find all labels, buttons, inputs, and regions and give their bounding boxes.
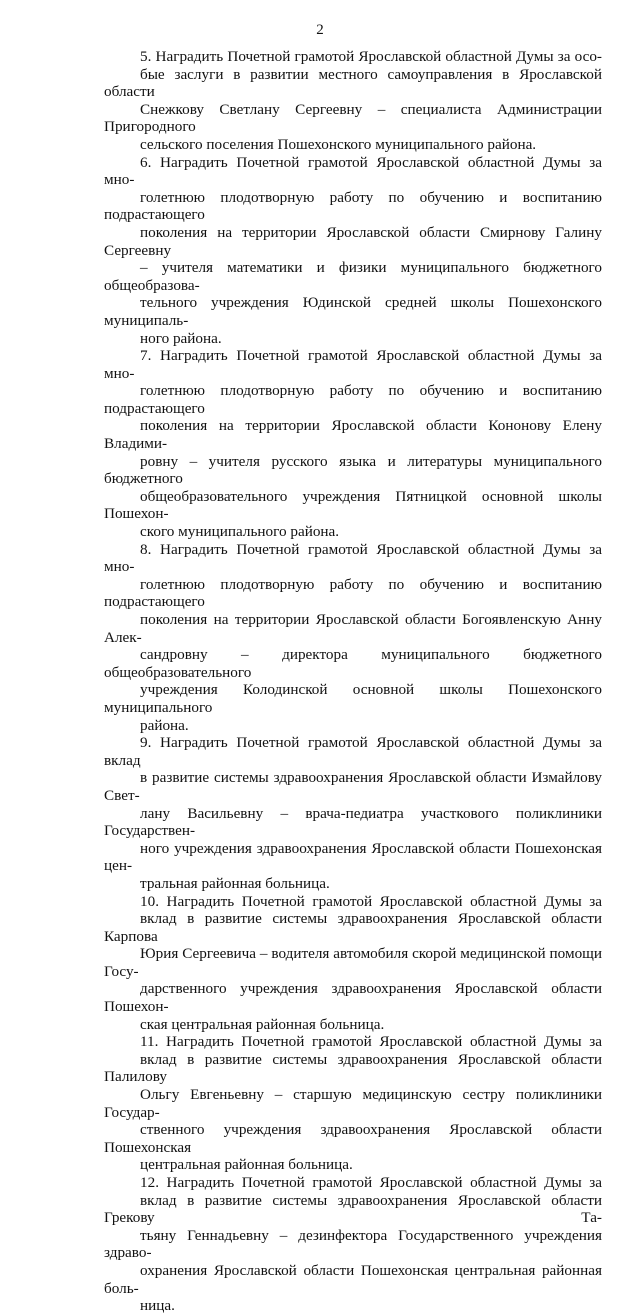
paragraph-line: 8. Наградить Почетной грамотой Ярославской областной Думы за мно- — [104, 540, 602, 576]
paragraph-line: Снежкову Светлану Сергеевну – специалиста Администрации Пригородного — [104, 100, 602, 136]
paragraph-line: вклад в развитие системы здравоохранения Ярославской области Карпова — [104, 910, 602, 945]
paragraph-line: поколения на территории Ярославской области Кононову Елену Владими- — [104, 417, 602, 453]
paragraph-line: тральная районная больница. — [140, 874, 330, 892]
paragraph-line: поколения на территории Ярославской области Смирнову Галину Сергеевну — [104, 223, 602, 259]
award-paragraph — [104, 48, 602, 154]
page-number: 2 — [316, 22, 324, 38]
paragraph-line: – учителя математики и физики муниципального бюджетного общеобразова- — [104, 259, 602, 294]
paragraph-line: учреждения Колодинской основной школы Пошехонского муниципального — [104, 681, 602, 716]
paragraph-line: ского муниципального района. — [140, 523, 340, 541]
paragraph-line: ница. — [140, 1297, 175, 1315]
award-paragraph — [104, 347, 602, 541]
paragraph-line: ровну – учителя русского языка и литературы муниципального бюджетного — [104, 452, 602, 488]
paragraph-line: центральная районная больница. — [140, 1156, 353, 1174]
paragraph-line: вклад в развитие системы здравоохранения Ярославской области Палилову — [104, 1050, 602, 1086]
paragraph-line: ственного учреждения здравоохранения Ярославской области Пошехонская — [104, 1121, 602, 1156]
paragraph-line: 9. Наградить Почетной грамотой Ярославской областной Думы за вклад — [104, 734, 602, 769]
paragraph-line: Юрия Сергеевича – водителя автомобиля скорой медицинской помощи Госу- — [104, 945, 602, 980]
paragraph-line: тьяну Геннадьевну – дезинфектора Государственного учреждения здраво- — [104, 1226, 602, 1262]
paragraph-line: вклад в развитие системы здравоохранения Ярославской области Грекову Та- — [104, 1191, 602, 1227]
paragraph-line: 10. Наградить Почетной грамотой Ярославской областной Думы за — [140, 892, 602, 910]
paragraph-line: района. — [140, 716, 189, 734]
award-paragraph — [104, 154, 602, 348]
paragraph-line: общеобразовательного учреждения Пятницкой основной школы Пошехон- — [104, 487, 602, 523]
paragraph-line: голетнюю плодотворную работу по обучению и воспитанию подрастающего — [104, 188, 602, 224]
paragraph-line: голетнюю плодотворную работу по обучению и воспитанию подрастающего — [104, 575, 602, 611]
paragraph-line: лану Васильевну – врача-педиатра участкового поликлиники Государствен- — [104, 804, 602, 840]
paragraph-line: в развитие системы здравоохранения Ярославской области Измайлову Свет- — [104, 769, 602, 804]
paragraph-line: тельного учреждения Юдинской средней школы Пошехонского муниципаль- — [104, 294, 602, 329]
paragraph-line: 11. Наградить Почетной грамотой Ярославской областной Думы за — [140, 1033, 602, 1051]
document-body — [104, 48, 602, 1315]
paragraph-line: ного учреждения здравоохранения Ярославской области Пошехонская цен- — [104, 839, 602, 875]
award-paragraph — [104, 893, 602, 1034]
award-paragraph — [104, 541, 602, 735]
paragraph-line: охранения Ярославской области Пошехонская центральная районная боль- — [104, 1261, 602, 1297]
award-paragraph — [104, 1033, 602, 1174]
paragraph-line: сельского поселения Пошехонского муниципального района. — [140, 135, 537, 153]
paragraph-line: 12. Наградить Почетной грамотой Ярославской областной Думы за — [140, 1174, 602, 1191]
paragraph-line: Ольгу Евгеньевну – старшую медицинскую сестру поликлиники Государ- — [104, 1086, 602, 1121]
paragraph-line: бые заслуги в развитии местного самоуправления в Ярославской области — [104, 65, 602, 101]
paragraph-line: дарственного учреждения здравоохранения Ярославской области Пошехон- — [104, 980, 602, 1016]
paragraph-line: 7. Наградить Почетной грамотой Ярославской областной Думы за мно- — [104, 347, 602, 382]
paragraph-line: 5. Наградить Почетной грамотой Ярославской областной Думы за осо- — [140, 48, 602, 65]
paragraph-line: ская центральная районная больница. — [140, 1015, 385, 1033]
paragraph-line: голетнюю плодотворную работу по обучению и воспитанию подрастающего — [104, 382, 602, 417]
award-paragraph — [104, 734, 602, 892]
paragraph-line: сандровну – директора муниципального бюджетного общеобразовательного — [104, 646, 602, 681]
paragraph-line: ного района. — [140, 329, 222, 347]
award-paragraph — [104, 1174, 602, 1315]
paragraph-line: 6. Наградить Почетной грамотой Ярославской областной Думы за мно- — [104, 153, 602, 189]
paragraph-line: поколения на территории Ярославской области Богоявленскую Анну Алек- — [104, 611, 602, 646]
